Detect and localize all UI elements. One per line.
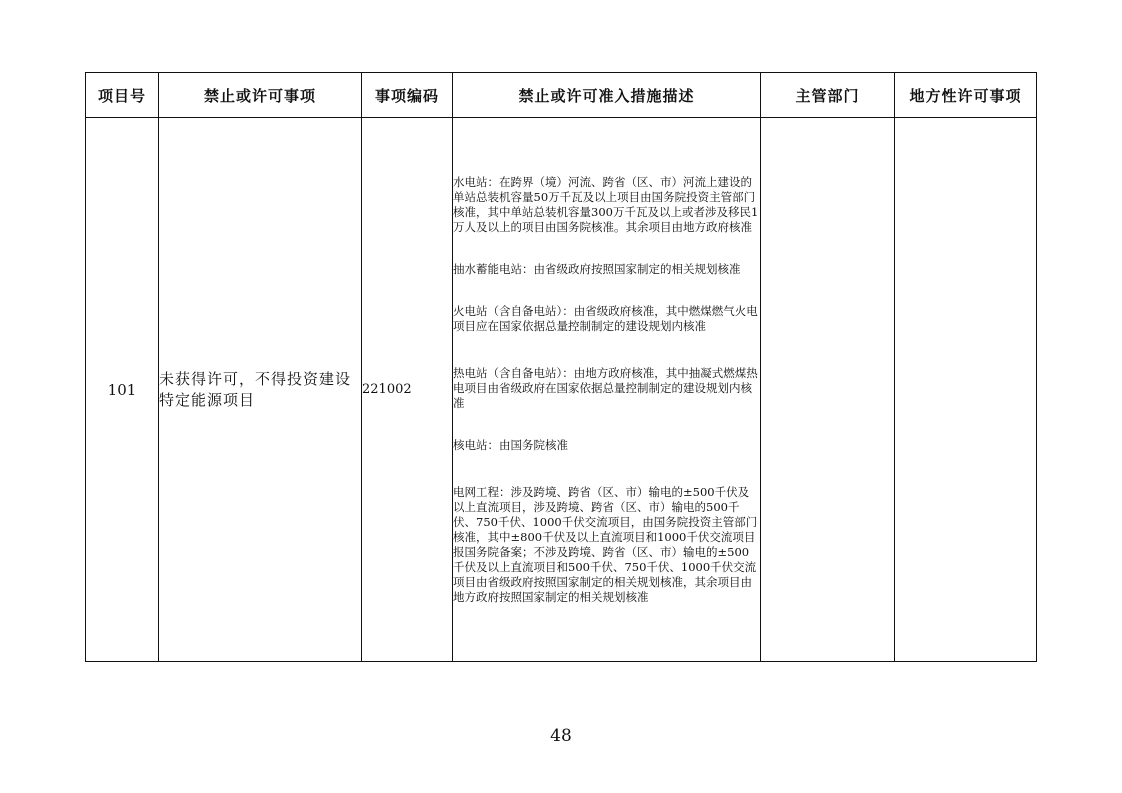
- cell-permit-item: 未获得许可，不得投资建设特定能源项目: [159, 118, 362, 662]
- cell-item-code: 221002: [362, 118, 453, 662]
- header-item-code: 事项编码: [362, 73, 453, 118]
- header-department: 主管部门: [761, 73, 895, 118]
- page-number: 48: [550, 726, 572, 746]
- desc-hydropower: 水电站：在跨界（境）河流、跨省（区、市）河流上建设的单站总装机容量50万千瓦及以上项目由国务院投资主管部门核准，其中单站总装机容量300万千瓦及以上或者涉及移民1万人及以上的项目由国务院核准。其余项目由地方政府核准: [453, 174, 759, 234]
- header-measure-description: 禁止或许可准入措施描述: [453, 73, 761, 118]
- header-local-permit: 地方性许可事项: [895, 73, 1037, 118]
- cell-measure-description: [453, 118, 761, 662]
- regulation-table: [85, 72, 1037, 662]
- cell-department: [761, 118, 895, 662]
- table-row: [86, 118, 1037, 662]
- header-permit-item: 禁止或许可事项: [159, 73, 362, 118]
- desc-cogeneration: 热电站（含自备电站）：由地方政府核准，其中抽凝式燃煤热电项目由省级政府在国家依据总量控制制定的建设规划内核准: [453, 365, 758, 410]
- cell-local-permit: [895, 118, 1037, 662]
- cell-item-number: 101: [86, 118, 159, 662]
- desc-nuclear: 核电站：由国务院核准: [453, 437, 568, 452]
- desc-power-grid: 电网工程：涉及跨境、跨省（区、市）输电的±500千伏及以上直流项目，涉及跨境、跨省（区、市）输电的500千伏、750千伏、1000千伏交流项目，由国务院投资主管部门核准，其中±800千伏及以上直流项目和1000千伏交流项目报国务院备案；不涉及跨境、跨省（区、市）输电的±500千伏及以上直流项目和500千伏、750千伏、1000千伏交流项目由省级政府按照国家制定的相关规划核准，其余项目由地方政府按照国家制定的相关规划核准: [453, 484, 758, 604]
- header-item-number: 项目号: [86, 73, 159, 118]
- table-header-row: [86, 73, 1037, 118]
- desc-thermal-power: 火电站（含自备电站）：由省级政府核准，其中燃煤燃气火电项目应在国家依据总量控制制定的建设规划内核准: [453, 303, 758, 333]
- desc-pumped-storage: 抽水蓄能电站：由省级政府按照国家制定的相关规划核准: [453, 261, 741, 276]
